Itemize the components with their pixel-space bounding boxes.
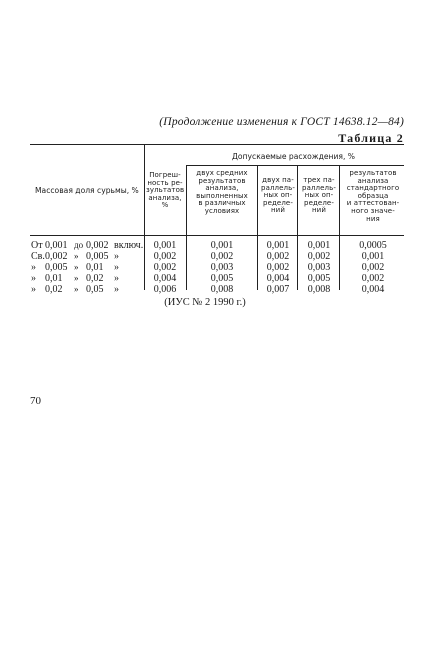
range-suffix: » xyxy=(114,284,119,295)
header-line: результатов xyxy=(198,176,246,185)
range-high: 0,01 xyxy=(86,262,104,273)
range-high: 0,05 xyxy=(86,284,104,295)
value-error: 0,002 xyxy=(153,262,177,273)
table-row xyxy=(0,251,435,262)
header-line: двух средних xyxy=(196,169,248,177)
header-line: анализа, xyxy=(148,193,182,202)
page-number: 70 xyxy=(30,395,41,407)
value-two-means: 0,003 xyxy=(210,262,234,273)
range-low: 0,02 xyxy=(45,284,63,295)
column-header-two-parallel xyxy=(259,177,297,215)
range-separator: » xyxy=(74,262,79,272)
value-standard-sample: 0,0005 xyxy=(359,240,387,251)
range-low: 0,005 xyxy=(45,262,68,273)
header-line: ных оп- xyxy=(304,191,334,200)
value-error: 0,001 xyxy=(153,240,177,251)
header-line: двух па- xyxy=(262,176,294,184)
header-line: анализа, xyxy=(205,184,239,193)
range-prefix: Св. xyxy=(31,251,45,262)
value-two-means: 0,002 xyxy=(210,251,234,262)
range-prefix: » xyxy=(31,273,36,284)
column-header-error xyxy=(146,172,184,210)
value-three-parallel: 0,005 xyxy=(307,273,331,284)
value-two-means: 0,008 xyxy=(210,284,234,295)
column-header-mass-fraction: Массовая доля сурьмы, % xyxy=(35,186,139,195)
range-high: 0,02 xyxy=(86,273,104,284)
table-top-rule xyxy=(30,144,404,145)
value-standard-sample: 0,004 xyxy=(361,284,385,295)
value-error: 0,004 xyxy=(153,273,177,284)
header-line: анализа xyxy=(357,176,389,185)
range-prefix: » xyxy=(31,284,36,295)
range-low: 0,01 xyxy=(45,273,63,284)
table-caption: Таблица 2 xyxy=(338,131,404,145)
value-error: 0,006 xyxy=(153,284,177,295)
table-head-rule xyxy=(30,235,404,236)
range-high: 0,002 xyxy=(86,240,109,251)
value-two-parallel: 0,004 xyxy=(266,273,290,284)
continuation-note: (Продолжение изменения к ГОСТ 14638.12—84) xyxy=(159,116,404,128)
value-standard-sample: 0,002 xyxy=(361,273,385,284)
table-row xyxy=(0,273,435,284)
range-high: 0,005 xyxy=(86,251,109,262)
range-low: 0,001 xyxy=(45,240,68,251)
header-line: образца xyxy=(357,191,389,200)
header-line: зультатов xyxy=(146,186,185,195)
range-suffix: включ. xyxy=(114,240,144,251)
range-low: 0,002 xyxy=(45,251,68,262)
header-line: в различных xyxy=(198,199,246,208)
value-two-parallel: 0,001 xyxy=(266,240,290,251)
group-header-rule xyxy=(186,165,404,166)
value-two-parallel: 0,007 xyxy=(266,284,290,295)
column-header-two-means xyxy=(188,170,256,216)
range-separator: до xyxy=(74,240,84,250)
header-line: ределе- xyxy=(263,198,293,207)
header-line: условиях xyxy=(204,206,240,215)
group-header-discrepancies: Допускаемые расхождения, % xyxy=(232,152,355,161)
column-header-standard-sample xyxy=(341,170,405,223)
value-two-parallel: 0,002 xyxy=(266,262,290,273)
header-line: и аттестован- xyxy=(346,199,400,208)
value-two-means: 0,005 xyxy=(210,273,234,284)
range-separator: » xyxy=(74,251,79,261)
header-line: ния xyxy=(366,214,380,223)
table-row xyxy=(0,262,435,273)
range-prefix: » xyxy=(31,262,36,273)
value-three-parallel: 0,003 xyxy=(307,262,331,273)
value-two-parallel: 0,002 xyxy=(266,251,290,262)
value-standard-sample: 0,001 xyxy=(361,251,385,262)
range-suffix: » xyxy=(114,273,119,284)
value-three-parallel: 0,002 xyxy=(307,251,331,262)
value-three-parallel: 0,008 xyxy=(307,284,331,295)
range-separator: » xyxy=(74,284,79,294)
header-line: стандартного xyxy=(346,184,400,193)
value-error: 0,002 xyxy=(153,251,177,262)
header-line: выполненных xyxy=(196,191,248,200)
header-line: % xyxy=(161,201,169,210)
value-three-parallel: 0,001 xyxy=(307,240,331,251)
footnote: (ИУС № 2 1990 г.) xyxy=(164,297,246,308)
header-line: ределе- xyxy=(304,198,334,207)
header-line: ного значе- xyxy=(351,206,395,215)
range-suffix: » xyxy=(114,262,119,273)
range-prefix: От xyxy=(31,240,43,251)
range-separator: » xyxy=(74,273,79,283)
header-line: трех па- xyxy=(303,176,335,184)
table-row xyxy=(0,284,435,295)
column-header-three-parallel xyxy=(299,177,339,215)
header-line: Погреш- xyxy=(149,171,181,179)
value-standard-sample: 0,002 xyxy=(361,262,385,273)
header-line: ний xyxy=(271,206,285,215)
range-suffix: » xyxy=(114,251,119,262)
header-line: результатов xyxy=(349,169,397,177)
table-row xyxy=(0,240,435,251)
header-line: раллель- xyxy=(261,183,295,192)
header-line: раллель- xyxy=(302,183,336,192)
header-line: ных оп- xyxy=(263,191,293,200)
header-line: ний xyxy=(312,206,326,215)
header-line: ность ре- xyxy=(147,178,183,187)
value-two-means: 0,001 xyxy=(210,240,234,251)
